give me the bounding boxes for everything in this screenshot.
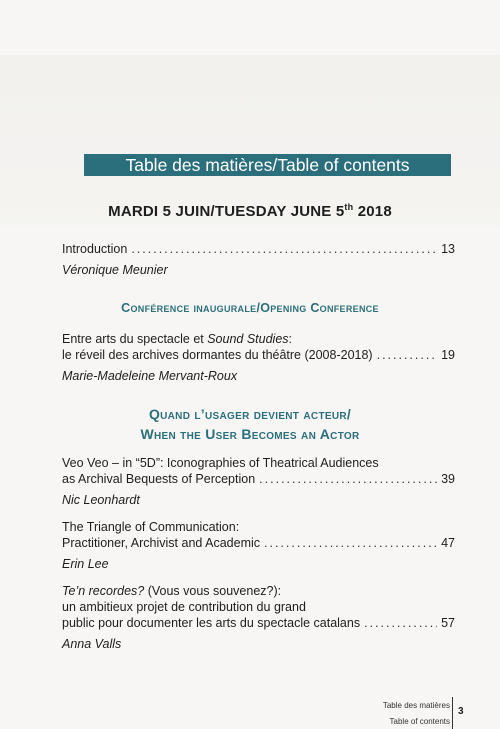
footer-divider: [452, 697, 453, 729]
author: Nic Leonhardt: [62, 493, 140, 507]
author: Erin Lee: [62, 557, 109, 571]
page-number: 39: [441, 472, 455, 486]
toc-title: Table des matières/Table of contents: [125, 155, 410, 175]
toc-entry-line: Veo Veo – in “5D”: Iconographies of Theatrical Audiences: [62, 456, 379, 470]
author: Marie-Madeleine Mervant-Roux: [62, 369, 238, 383]
toc-entry-sound-studies[interactable]: le réveil des archives dormantes du théâtre (2008-2018) ..... 19: [62, 347, 455, 363]
day-heading: MARDI 5 JUIN/TUESDAY JUNE 5th 2018: [108, 202, 392, 220]
toc-entry-line: Entre arts du spectacle et Sound Studies:: [62, 332, 293, 346]
toc-entry-line: The Triangle of Communication:: [62, 520, 240, 534]
dot-leader: [264, 535, 437, 551]
toc-entry-introduction[interactable]: Introduction ..... 13: [62, 241, 455, 257]
footer-running-title-fr: Table des matières: [382, 701, 450, 710]
dot-leader: [259, 471, 437, 487]
toc-entry-triangle[interactable]: Practitioner, Archivist and Academic ..... 47: [62, 535, 455, 551]
toc-entry-line: Te’n recordes? (Vous vous souvenez?):: [62, 584, 282, 598]
footer-running-title-en: Table of contents: [389, 717, 450, 726]
page-number: 19: [441, 348, 455, 362]
toc-entry-line: un ambitieux projet de contribution du grand: [62, 600, 306, 614]
bleed-through-shadow: [0, 55, 500, 225]
dot-leader: [377, 347, 437, 363]
toc-entry-ten-recordes[interactable]: public pour documenter les arts du spectacle catalans ..... 57: [62, 615, 455, 631]
author: Véronique Meunier: [62, 263, 168, 277]
author: Anna Valls: [62, 637, 122, 651]
toc-entry-veo-veo[interactable]: as Archival Bequests of Perception ..... 39: [62, 471, 455, 487]
footer-page-number: 3: [458, 706, 464, 717]
section-heading-user-actor: Quand l’usager devient acteur/ When the User Becomes an Actor: [140, 406, 360, 442]
toc-header-bar: [84, 154, 451, 176]
section-heading-opening-conference: Conférence inaugurale/Opening Conference: [121, 301, 379, 315]
page-number: 57: [441, 616, 455, 630]
page-number: 13: [441, 242, 455, 256]
dot-leader: [364, 615, 437, 631]
dot-leader: [131, 241, 437, 257]
page-number: 47: [441, 536, 455, 550]
